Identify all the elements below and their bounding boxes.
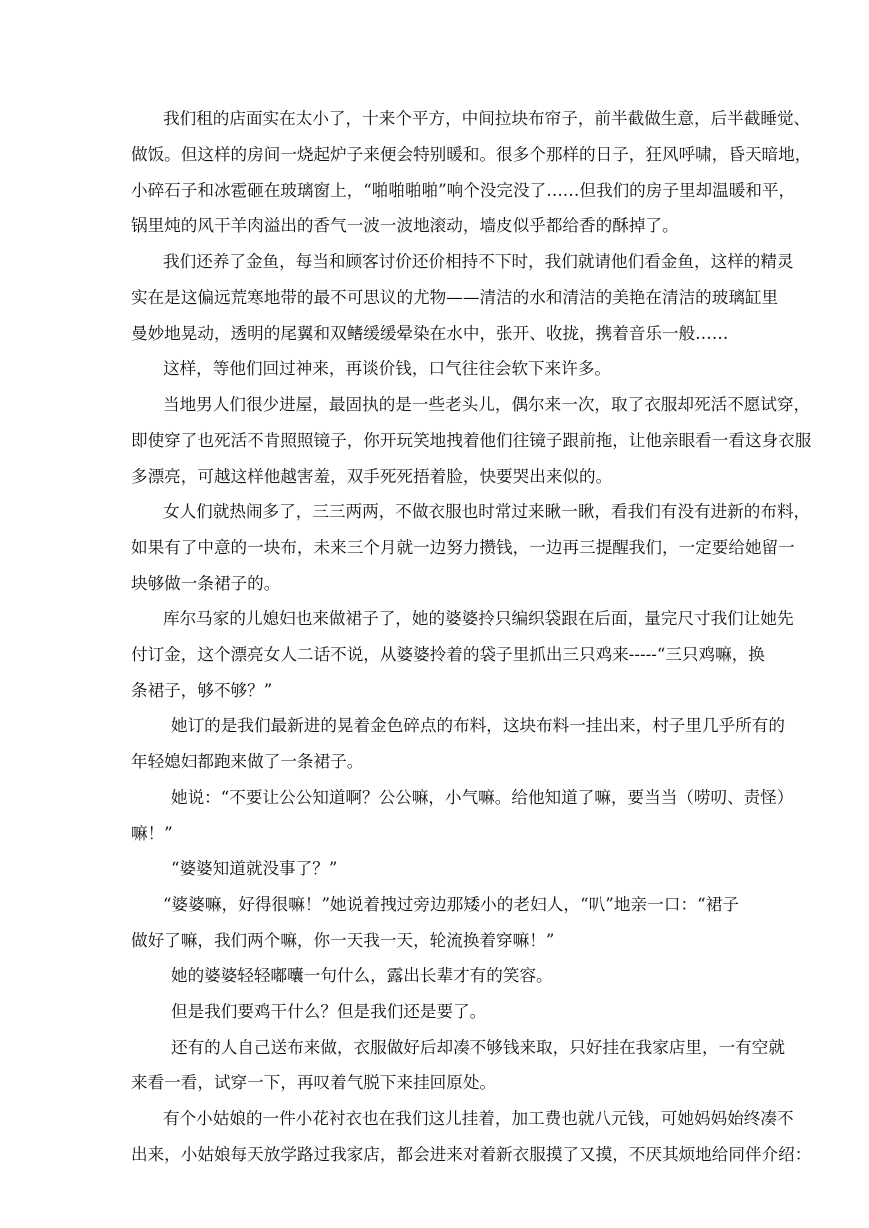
text-line-12: 女人们就热闹多了，三三两两，不做衣服也时常过来瞅一瞅，看我们有没有进新的布料， [163, 502, 811, 521]
text-line-23: “婆婆嘛，好得很嘛！”她说着拽过旁边那矮小的老妇人，“叭”地亲一口：“裙子 [163, 895, 739, 914]
text-line-30: 出来，小姑娘每天放学路过我家店，都会进来对着新衣服摸了又摸，不厌其烦地给同伴介绍： [131, 1145, 812, 1164]
text-line-7: 曼妙地晃动，透明的尾翼和双鳍缓缓晕染在水中，张开、收拢，携着音乐一般…… [131, 324, 729, 343]
text-line-10: 即使穿了也死活不肯照照镜子，你开玩笑地拽着他们往镜子跟前拖，让他亲眼看一看这身衣服 [131, 431, 812, 450]
text-line-15: 库尔马家的儿媳妇也来做裙子了，她的婆婆拎只编织袋跟在后面，量完尺寸我们让她先 [163, 609, 794, 628]
text-line-28: 来看一看，试穿一下，再叹着气脱下来挂回原处。 [131, 1073, 497, 1092]
text-line-21: 嘛！” [131, 824, 173, 843]
text-line-5: 我们还养了金鱼，每当和顾客讨价还价相持不下时，我们就请他们看金鱼，这样的精灵 [163, 252, 794, 271]
text-line-2: 做饭。但这样的房间一烧起炉子来便会特别暖和。很多个那样的日子，狂风呼啸，昏天暗地， [131, 145, 812, 164]
text-line-22: “婆婆知道就没事了？” [171, 859, 338, 878]
text-line-6: 实在是这偏远荒寒地带的最不可思议的尤物——清洁的水和清洁的美艳在清洁的玻璃缸里 [131, 288, 779, 307]
text-line-14: 块够做一条裙子的。 [131, 574, 281, 593]
text-line-8: 这样，等他们回过神来，再谈价钱，口气往往会软下来许多。 [163, 359, 612, 378]
text-line-25: 她的婆婆轻轻嘟囔一句什么，露出长辈才有的笑容。 [171, 966, 553, 985]
text-line-29: 有个小姑娘的一件小花衬衣也在我们这儿挂着，加工费也就八元钱，可她妈妈始终凑不 [163, 1109, 794, 1128]
text-line-4: 锅里炖的风干羊肉溢出的香气一波一波地滚动，墙皮似乎都给香的酥掉了。 [131, 216, 679, 235]
text-line-17: 条裙子，够不够？” [131, 681, 273, 700]
text-line-13: 如果有了中意的一块布，未来三个月就一边努力攒钱，一边再三提醒我们，一定要给她留一 [131, 538, 795, 557]
text-line-24: 做好了嘛，我们两个嘛，你一天我一天，轮流换着穿嘛！” [131, 931, 555, 950]
text-line-19: 年轻媳妇都跑来做了一条裙子。 [131, 752, 364, 771]
text-line-9: 当地男人们很少进屋，最固执的是一些老头儿，偶尔来一次，取了衣服却死活不愿试穿， [163, 395, 811, 414]
text-line-1: 我们租的店面实在太小了，十来个平方，中间拉块布帘子，前半截做生意，后半截睡觉、 [163, 109, 811, 128]
text-line-18: 她订的是我们最新进的晃着金色碎点的布料，这块布料一挂出来，村子里几乎所有的 [171, 716, 785, 735]
text-line-26: 但是我们要鸡干什么？但是我们还是要了。 [171, 1002, 487, 1021]
text-line-3: 小碎石子和冰雹砸在玻璃窗上，“啪啪啪啪”响个没完没了……但我们的房子里却温暖和平， [131, 181, 796, 200]
text-line-16: 付订金，这个漂亮女人二话不说，从婆婆拎着的袋子里抓出三只鸡来-----“三只鸡嘛，换 [131, 645, 765, 664]
text-line-11: 多漂亮，可越这样他越害羞，双手死死捂着脸，快要哭出来似的。 [131, 467, 613, 486]
text-line-20: 她说：“不要让公公知道啊？公公嘛，小气嘛。给他知道了嘛，要当当（唠叨、责怪） [171, 788, 794, 807]
text-line-27: 还有的人自己送布来做，衣服做好后却凑不够钱来取，只好挂在我家店里，一有空就 [171, 1038, 785, 1057]
